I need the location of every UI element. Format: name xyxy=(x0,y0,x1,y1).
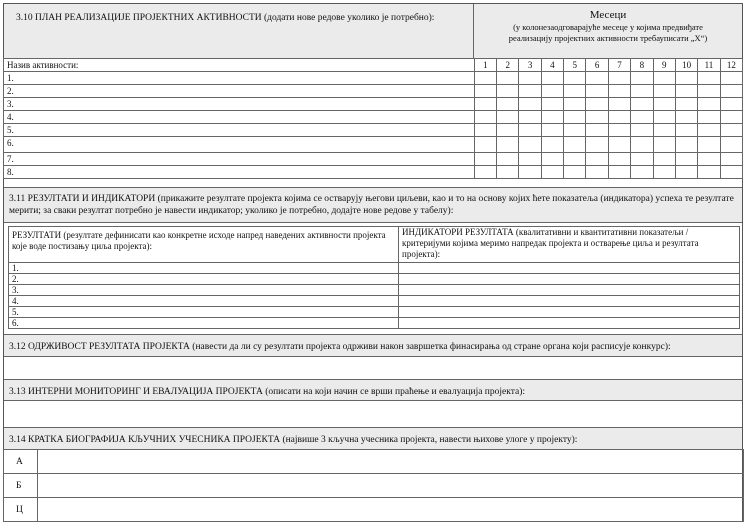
month-cell[interactable] xyxy=(698,111,720,124)
month-cell[interactable] xyxy=(497,137,519,153)
month-cell[interactable] xyxy=(564,72,586,85)
month-cell[interactable] xyxy=(474,85,496,98)
month-cell[interactable] xyxy=(541,111,563,124)
month-cell[interactable] xyxy=(631,111,653,124)
result-cell[interactable]: 5. xyxy=(9,307,399,318)
section-310-header xyxy=(4,4,474,59)
activity-row xyxy=(4,137,743,153)
month-cell[interactable] xyxy=(631,153,653,166)
section-314-note: (највише 3 кључна учесника пројекта, навести њихове улоге у пројекту): xyxy=(282,435,578,445)
biography-table xyxy=(3,449,744,522)
month-cell[interactable] xyxy=(497,166,519,179)
indicator-cell[interactable] xyxy=(399,263,740,274)
month-cell[interactable] xyxy=(608,85,630,98)
biography-row xyxy=(4,498,744,522)
month-cell[interactable] xyxy=(519,137,541,153)
month-cell[interactable] xyxy=(631,72,653,85)
month-cell[interactable] xyxy=(586,137,608,153)
month-cell[interactable] xyxy=(564,124,586,137)
result-cell[interactable]: 4. xyxy=(9,296,399,307)
month-header: 11 xyxy=(698,59,720,72)
month-cell[interactable] xyxy=(608,72,630,85)
participant-label: Ц xyxy=(4,498,38,522)
section-311-header xyxy=(4,187,742,223)
month-cell[interactable] xyxy=(608,153,630,166)
results-row xyxy=(9,318,740,329)
month-cell[interactable] xyxy=(586,153,608,166)
month-cell[interactable] xyxy=(541,72,563,85)
month-cell[interactable] xyxy=(564,166,586,179)
month-cell[interactable] xyxy=(675,72,697,85)
month-cell[interactable] xyxy=(720,111,742,124)
month-cell[interactable] xyxy=(474,111,496,124)
month-header: 2 xyxy=(497,59,519,72)
month-cell[interactable] xyxy=(586,166,608,179)
month-cell[interactable] xyxy=(564,153,586,166)
results-title: РЕЗУЛТАТИ xyxy=(12,230,62,240)
month-cell[interactable] xyxy=(586,85,608,98)
participant-bio-cell[interactable] xyxy=(38,450,744,474)
month-cell[interactable] xyxy=(631,98,653,111)
biography-row xyxy=(4,474,744,498)
results-header xyxy=(9,227,399,263)
month-cell[interactable] xyxy=(474,166,496,179)
month-cell[interactable] xyxy=(519,111,541,124)
section-312-title: 3.12 ОДРЖИВОСТ РЕЗУЛТАТА ПРОЈЕКТА xyxy=(9,342,190,352)
participant-bio-cell[interactable] xyxy=(38,498,744,522)
biography-row xyxy=(4,450,744,474)
months-title: Месеци xyxy=(589,9,627,21)
month-cell[interactable] xyxy=(698,153,720,166)
month-header: 5 xyxy=(564,59,586,72)
month-cell[interactable] xyxy=(720,137,742,153)
result-cell[interactable]: 6. xyxy=(9,318,399,329)
month-cell[interactable] xyxy=(720,153,742,166)
activity-name-cell[interactable]: 4. xyxy=(4,111,475,124)
participant-label: А xyxy=(4,450,38,474)
month-cell[interactable] xyxy=(497,111,519,124)
month-cell[interactable] xyxy=(698,166,720,179)
activity-name-header: Назив активности: xyxy=(4,59,475,72)
month-cell[interactable] xyxy=(497,98,519,111)
month-cell[interactable] xyxy=(698,72,720,85)
result-cell[interactable]: 1. xyxy=(9,263,399,274)
month-cell[interactable] xyxy=(586,124,608,137)
results-header-row xyxy=(9,227,740,263)
month-cell[interactable] xyxy=(698,85,720,98)
results-row xyxy=(9,285,740,296)
activity-row xyxy=(4,72,743,85)
results-row xyxy=(9,296,740,307)
months-header xyxy=(474,4,742,59)
activity-row xyxy=(4,85,743,98)
participant-bio-cell[interactable] xyxy=(38,474,744,498)
activity-rows xyxy=(3,71,743,179)
month-header: 1 xyxy=(474,59,496,72)
month-cell[interactable] xyxy=(720,166,742,179)
month-header: 3 xyxy=(519,59,541,72)
month-cell[interactable] xyxy=(608,166,630,179)
form-frame xyxy=(3,3,743,522)
month-cell[interactable] xyxy=(653,98,675,111)
section-311-note: (прикажите резултате пројекта којима се остварују његови циљеви, као и то на основу којих ћете показатеља (индикатора) успеха те резултате мерити; за сваки резултат потребно је навести индикатор; уколико је потребно, додајте нове редове у табелу): xyxy=(9,194,734,216)
month-cell[interactable] xyxy=(653,111,675,124)
indicator-cell[interactable] xyxy=(399,318,740,329)
activity-table xyxy=(3,58,743,72)
month-cell[interactable] xyxy=(474,124,496,137)
month-cell[interactable] xyxy=(720,98,742,111)
month-cell[interactable] xyxy=(698,98,720,111)
activity-name-cell[interactable]: 6. xyxy=(4,137,475,153)
month-cell[interactable] xyxy=(631,85,653,98)
month-cell[interactable] xyxy=(497,72,519,85)
activity-name-cell[interactable]: 1. xyxy=(4,72,475,85)
activity-row xyxy=(4,166,743,179)
section-310-title: 3.10 ПЛАН РЕАЛИЗАЦИЈЕ ПРОЈЕКТНИХ АКТИВНОСТИ xyxy=(16,13,262,23)
month-cell[interactable] xyxy=(608,124,630,137)
month-cell[interactable] xyxy=(608,137,630,153)
month-cell[interactable] xyxy=(698,124,720,137)
month-cell[interactable] xyxy=(519,124,541,137)
indicators-header xyxy=(399,227,740,263)
results-rows xyxy=(8,262,740,329)
result-cell[interactable]: 2. xyxy=(9,274,399,285)
month-cell[interactable] xyxy=(675,85,697,98)
indicators-title: ИНДИКАТОРИ РЕЗУЛТАТА xyxy=(402,227,514,237)
month-cell[interactable] xyxy=(474,98,496,111)
month-cell[interactable] xyxy=(564,137,586,153)
month-cell[interactable] xyxy=(541,153,563,166)
month-cell[interactable] xyxy=(720,72,742,85)
activity-row xyxy=(4,153,743,166)
month-cell[interactable] xyxy=(564,85,586,98)
month-cell[interactable] xyxy=(675,137,697,153)
activity-row xyxy=(4,111,743,124)
activity-row xyxy=(4,124,743,137)
month-cell[interactable] xyxy=(653,137,675,153)
month-header: 10 xyxy=(675,59,697,72)
month-cell[interactable] xyxy=(631,166,653,179)
month-cell[interactable] xyxy=(564,98,586,111)
month-cell[interactable] xyxy=(631,137,653,153)
month-cell[interactable] xyxy=(541,137,563,153)
month-cell[interactable] xyxy=(586,111,608,124)
month-cell[interactable] xyxy=(675,98,697,111)
month-cell[interactable] xyxy=(608,111,630,124)
month-header: 7 xyxy=(608,59,630,72)
section-310-note: (додати нове редове уколико је потребно): xyxy=(264,13,435,23)
indicator-cell[interactable] xyxy=(399,274,740,285)
indicators-note: (квалитативни и квантитативни показатељи / критеријуми којима меримо напредак пројекта и остварење циља и резултата пројекта): xyxy=(402,227,699,259)
months-note: (у колонезаодговарајуће месеце у којима предвиђате реализацију пројектних активности требауписати „Х“) xyxy=(508,22,708,43)
month-cell[interactable] xyxy=(519,72,541,85)
month-cell[interactable] xyxy=(653,153,675,166)
month-cell[interactable] xyxy=(653,124,675,137)
month-cell[interactable] xyxy=(519,153,541,166)
activity-header-row xyxy=(4,59,743,72)
section-313-note: (описати на који начин се врши праћење и евалуација пројекта): xyxy=(265,387,526,397)
indicator-cell[interactable] xyxy=(399,296,740,307)
month-cell[interactable] xyxy=(474,137,496,153)
section-312-header xyxy=(4,334,742,356)
activity-row xyxy=(4,98,743,111)
month-header: 8 xyxy=(631,59,653,72)
month-cell[interactable] xyxy=(541,124,563,137)
month-cell[interactable] xyxy=(720,124,742,137)
month-cell[interactable] xyxy=(564,111,586,124)
month-cell[interactable] xyxy=(675,124,697,137)
month-header: 4 xyxy=(541,59,563,72)
month-cell[interactable] xyxy=(541,166,563,179)
month-cell[interactable] xyxy=(608,98,630,111)
activity-name-cell[interactable]: 7. xyxy=(4,153,475,166)
month-cell[interactable] xyxy=(653,85,675,98)
indicator-cell[interactable] xyxy=(399,307,740,318)
section-313-header xyxy=(4,379,742,400)
section-311-title: 3.11 РЕЗУЛТАТИ И ИНДИКАТОРИ xyxy=(9,194,156,204)
section-312-note: (навести да ли су резултати пројекта одрживи након завршетка финасирања од стране органа који расписује конкурс): xyxy=(192,342,671,352)
activity-name-cell[interactable]: 5. xyxy=(4,124,475,137)
section-314-header xyxy=(4,427,742,449)
month-cell[interactable] xyxy=(586,98,608,111)
month-cell[interactable] xyxy=(519,166,541,179)
results-table xyxy=(8,226,740,263)
month-cell[interactable] xyxy=(474,72,496,85)
month-cell[interactable] xyxy=(698,137,720,153)
results-row xyxy=(9,274,740,285)
month-cell[interactable] xyxy=(720,85,742,98)
monitoring-answer-area[interactable] xyxy=(4,400,742,428)
month-cell[interactable] xyxy=(675,111,697,124)
month-cell[interactable] xyxy=(519,85,541,98)
section-314-title: 3.14 КРАТКА БИОГРАФИЈА КЉУЧНИХ УЧЕСНИКА ПРОЈЕКТА xyxy=(9,435,281,445)
month-cell[interactable] xyxy=(586,72,608,85)
month-header: 9 xyxy=(653,59,675,72)
results-row xyxy=(9,263,740,274)
month-cell[interactable] xyxy=(631,124,653,137)
month-cell[interactable] xyxy=(519,98,541,111)
indicator-cell[interactable] xyxy=(399,285,740,296)
result-cell[interactable]: 3. xyxy=(9,285,399,296)
activity-name-cell[interactable]: 2. xyxy=(4,85,475,98)
month-cell[interactable] xyxy=(653,72,675,85)
activity-name-cell[interactable]: 3. xyxy=(4,98,475,111)
sustainability-answer-area[interactable] xyxy=(4,356,742,380)
month-cell[interactable] xyxy=(474,153,496,166)
results-row xyxy=(9,307,740,318)
month-cell[interactable] xyxy=(653,166,675,179)
month-cell[interactable] xyxy=(497,85,519,98)
month-cell[interactable] xyxy=(675,153,697,166)
month-cell[interactable] xyxy=(541,98,563,111)
month-header: 6 xyxy=(586,59,608,72)
month-cell[interactable] xyxy=(675,166,697,179)
month-cell[interactable] xyxy=(541,85,563,98)
month-cell[interactable] xyxy=(497,124,519,137)
participant-label: Б xyxy=(4,474,38,498)
month-header: 12 xyxy=(720,59,742,72)
month-cell[interactable] xyxy=(497,153,519,166)
section-313-title: 3.13 ИНТЕРНИ МОНИТОРИНГ И ЕВАЛУАЦИЈА ПРОЈЕКТА xyxy=(9,387,263,397)
results-note: (резултате дефинисати као конкретне исходе напред наведених активности пројекта које воде постизању циља пројекта): xyxy=(12,230,386,251)
activity-name-cell[interactable]: 8. xyxy=(4,166,475,179)
